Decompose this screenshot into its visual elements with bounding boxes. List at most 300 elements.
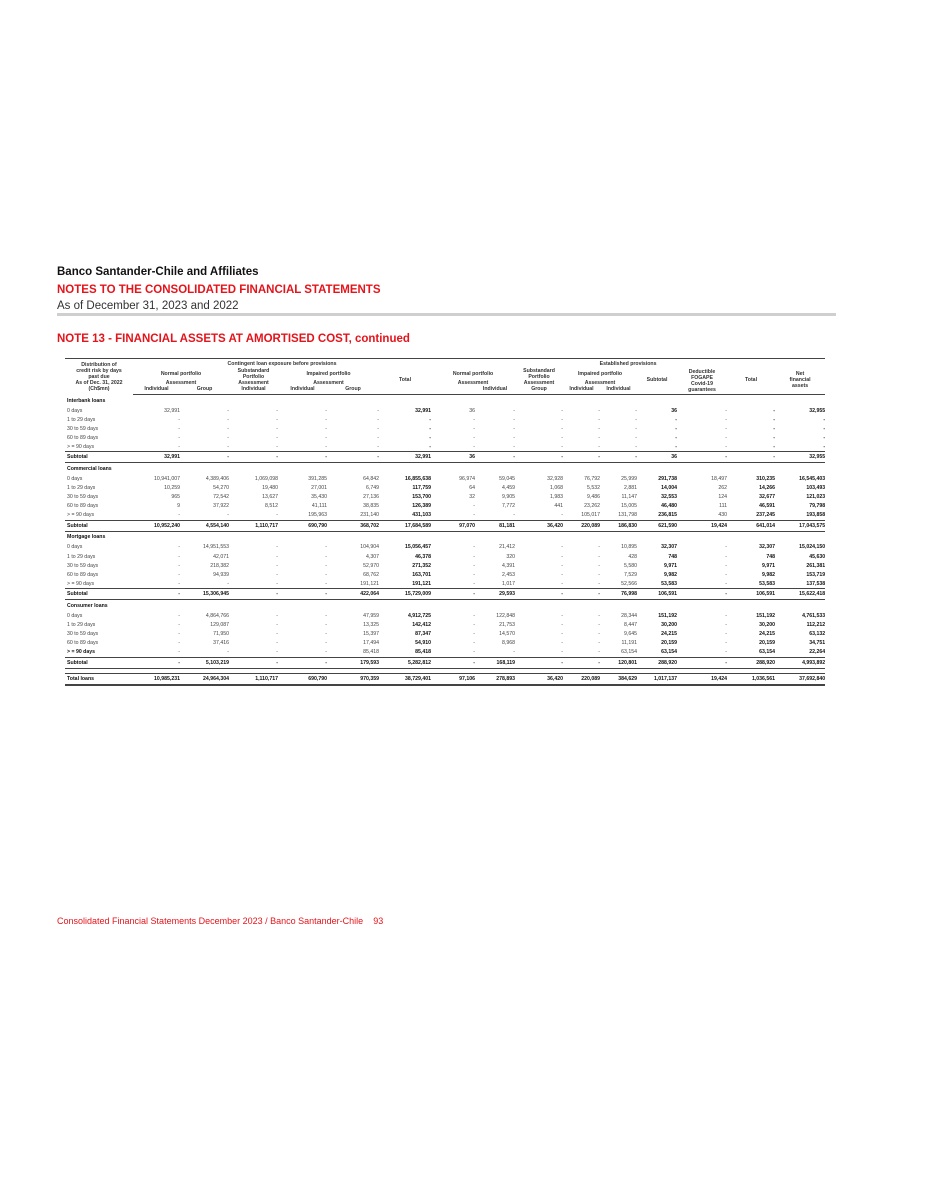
table-cell: 36	[469, 407, 476, 414]
table-cell: -	[513, 407, 516, 414]
table-cell: 30,200	[661, 622, 678, 629]
table-cell: 4,993,892	[775, 657, 825, 668]
table-cell: -	[725, 571, 728, 578]
table-cell: 76,792	[584, 476, 601, 483]
table-cell: 32,955	[775, 452, 825, 463]
table-cell: -	[561, 553, 564, 560]
table-cell: 34,751	[809, 640, 826, 647]
prov-total-header: Total	[745, 377, 758, 383]
table-cell: 64,842	[363, 476, 379, 483]
table-cell: -	[598, 443, 601, 450]
table-cell: 970,359	[327, 673, 379, 685]
table-row	[65, 442, 825, 452]
row-label: Total loans	[65, 673, 133, 685]
table-cell: 8,512	[265, 503, 278, 510]
table-cell: 9,971	[664, 562, 678, 569]
table-cell: 641,014	[727, 520, 775, 531]
table-cell: 85,418	[363, 649, 379, 656]
table-cell: -	[725, 562, 728, 569]
table-cell: 10,895	[621, 544, 638, 551]
table-cell: -	[278, 452, 327, 463]
table-cell: 14,266	[759, 485, 776, 492]
table-cell: 32,307	[759, 544, 776, 551]
table-cell: 278,893	[475, 673, 515, 685]
table-cell: 430	[718, 512, 728, 519]
table-row	[65, 621, 825, 630]
assessment-header: Assessment	[165, 380, 197, 386]
table-cell: 137,538	[806, 580, 826, 587]
table-cell: 79,798	[809, 503, 826, 510]
table-cell: 32,991	[164, 407, 180, 414]
table-cell: -	[133, 589, 180, 600]
table-cell: 96,974	[459, 476, 476, 483]
table-cell: -	[561, 425, 564, 432]
table-cell: 142,412	[412, 622, 432, 629]
table-cell: -	[227, 512, 229, 519]
table-cell: -	[600, 452, 637, 463]
section-title: Commercial loans	[67, 465, 112, 472]
table-cell: -	[431, 589, 475, 600]
table-cell: 431,103	[412, 512, 432, 519]
table-cell: 1,036,561	[727, 673, 775, 685]
table-cell: -	[178, 571, 180, 578]
table-cell: 15,622,418	[775, 589, 825, 600]
table-cell: 59,045	[499, 476, 516, 483]
row-label: 30 to 59 days	[67, 425, 99, 432]
table-body	[65, 395, 825, 685]
table-cell: 7,529	[624, 571, 638, 578]
row-label: 1 to 29 days	[67, 485, 96, 492]
table-cell: -	[473, 503, 476, 510]
table-cell: 153,700	[412, 494, 432, 501]
table-cell: 10,952,240	[133, 520, 180, 531]
table-cell: -	[325, 443, 327, 450]
table-cell: -	[561, 562, 564, 569]
normal-portfolio-header: Normal portfolio	[160, 371, 202, 377]
table-cell: -	[725, 640, 728, 647]
table-row	[65, 611, 825, 620]
table-cell: 32,307	[661, 544, 678, 551]
table-cell: -	[561, 416, 564, 423]
table-cell: -	[563, 657, 600, 668]
table-cell: 17,043,575	[775, 520, 825, 531]
table-cell: -	[377, 443, 379, 450]
row-label: 60 to 89 days	[67, 434, 99, 441]
table-cell: -	[178, 512, 180, 519]
table-cell: -	[598, 407, 601, 414]
table-cell: -	[325, 649, 327, 656]
table-cell: -	[635, 425, 638, 432]
impaired-portfolio-header: Impaired portfolio	[306, 371, 351, 377]
table-cell: -	[725, 443, 728, 450]
table-cell: 5,103,219	[180, 657, 229, 668]
table-cell: -	[675, 443, 678, 450]
table-cell: -	[598, 649, 601, 656]
table-cell: -	[133, 657, 180, 668]
table-cell: 106,591	[727, 589, 775, 600]
table-cell: 4,389,406	[205, 476, 229, 483]
table-cell: 11,191	[621, 640, 638, 647]
table-cell: -	[635, 416, 638, 423]
table-cell: 1,017,137	[637, 673, 677, 685]
table-cell: 191,121	[360, 580, 379, 587]
table-cell: -	[429, 434, 432, 441]
table-cell: -	[677, 452, 727, 463]
table-cell: 21,412	[499, 544, 516, 551]
subtotal-row	[65, 589, 825, 600]
table-cell: -	[178, 580, 180, 587]
table-cell: 63,154	[661, 649, 678, 656]
table-cell: -	[276, 553, 278, 560]
table-cell: -	[178, 416, 180, 423]
table-cell: -	[178, 640, 180, 647]
table-row	[65, 424, 825, 433]
table-cell: 4,554,140	[180, 520, 229, 531]
table-cell: -	[598, 416, 601, 423]
table-cell: 4,912,725	[407, 612, 432, 619]
table-cell: 291,738	[658, 476, 678, 483]
table-cell: 24,964,304	[180, 673, 229, 685]
assessment-header: Assessment	[584, 380, 616, 386]
assessment-header: Assessment	[457, 380, 489, 386]
table-cell: -	[635, 443, 638, 450]
table-cell: 13,325	[363, 622, 379, 629]
table-cell: 9	[177, 503, 180, 510]
table-cell: -	[598, 562, 601, 569]
table-row	[65, 493, 825, 502]
table-cell: -	[276, 443, 278, 450]
table-cell: -	[725, 544, 728, 551]
table-cell: 965	[171, 494, 180, 501]
substandard-header: Substandard Portfolio	[237, 368, 270, 380]
group-header-contingent: Contingent loan exposure before provisions	[133, 359, 431, 369]
table-cell: 104,904	[360, 544, 379, 551]
table-cell: 122,848	[496, 612, 516, 619]
table-cell: -	[561, 622, 564, 629]
table-cell: 36	[637, 452, 677, 463]
table-cell: 151,192	[658, 612, 678, 619]
table-cell: 52,970	[363, 562, 379, 569]
table-cell: 4,391	[502, 562, 516, 569]
table-cell: -	[325, 640, 327, 647]
row-label: 1 to 29 days	[67, 416, 96, 423]
table-cell: 17,494	[363, 640, 379, 647]
table-cell: -	[276, 580, 278, 587]
table-cell: -	[276, 622, 278, 629]
table-cell: 271,352	[412, 562, 432, 569]
row-label: 60 to 89 days	[67, 571, 99, 578]
table-cell: -	[325, 544, 327, 551]
table-cell: -	[278, 589, 327, 600]
table-cell: -	[473, 640, 476, 647]
table-cell: -	[229, 589, 278, 600]
table-cell: 1,983	[550, 494, 564, 501]
table-row	[65, 484, 825, 493]
table-cell: 179,593	[327, 657, 379, 668]
table-cell: 9,971	[762, 562, 776, 569]
table-cell: -	[276, 612, 278, 619]
table-cell: 288,920	[637, 657, 677, 668]
table-cell: -	[473, 612, 476, 619]
table-cell: 120,801	[600, 657, 637, 668]
table-cell: 8,447	[624, 622, 638, 629]
table-cell: 30,200	[759, 622, 776, 629]
table-cell: -	[227, 434, 229, 441]
table-cell: -	[276, 631, 278, 638]
table-row	[65, 511, 825, 521]
table-cell: 15,306,945	[180, 589, 229, 600]
row-label: > = 90 days	[67, 512, 95, 519]
row-label: 30 to 59 days	[67, 494, 99, 501]
table-cell: 27,001	[311, 485, 327, 492]
table-cell: 1,110,717	[229, 673, 278, 685]
table-row	[65, 474, 825, 483]
table-cell: 32	[469, 494, 476, 501]
table-cell: -	[725, 612, 728, 619]
group-header: Group	[531, 386, 547, 392]
table-cell: -	[325, 407, 327, 414]
section-header	[65, 463, 825, 475]
table-cell: -	[635, 434, 638, 441]
table-cell: 37,922	[213, 503, 229, 510]
table-cell: -	[773, 407, 776, 414]
table-cell: 24,215	[759, 631, 776, 638]
page-footer	[57, 916, 383, 926]
table-cell: 94,939	[213, 571, 229, 578]
table-cell: -	[276, 407, 278, 414]
table-row	[65, 552, 825, 561]
table-cell: -	[377, 434, 379, 441]
table-cell: 1,110,717	[229, 520, 278, 531]
table-cell: -	[773, 416, 776, 423]
table-cell: 1,068	[550, 485, 564, 492]
table-cell: 621,590	[637, 520, 677, 531]
table-cell: -	[561, 443, 564, 450]
table-cell: 9,982	[664, 571, 678, 578]
prov-impaired-header: Impaired portfolio	[577, 371, 623, 377]
subtotal-header: Subtotal	[646, 377, 668, 383]
table-cell: 41,111	[311, 503, 327, 510]
table-cell: -	[725, 416, 728, 423]
table-cell: -	[178, 434, 180, 441]
table-cell: -	[227, 416, 229, 423]
table-cell: 4,307	[366, 553, 379, 560]
table-cell: 153,719	[806, 571, 826, 578]
table-cell: -	[325, 425, 327, 432]
table-cell: 97,070	[431, 520, 475, 531]
table-cell: 10,985,231	[133, 673, 180, 685]
table-cell: 2,881	[624, 485, 638, 492]
table-cell: 121,023	[806, 494, 826, 501]
section-title: Consumer loans	[67, 602, 108, 609]
table-cell: -	[473, 580, 476, 587]
table-cell: 186,830	[600, 520, 637, 531]
table-cell: 35,430	[311, 494, 327, 501]
table-cell: 87,347	[415, 631, 432, 638]
table-cell: 10,259	[164, 485, 180, 492]
table-cell: 441	[554, 503, 564, 510]
table-cell: -	[276, 425, 278, 432]
table-row	[65, 406, 825, 415]
table-cell: -	[677, 589, 727, 600]
table-cell: 16,545,403	[799, 476, 826, 483]
table-cell: -	[473, 416, 476, 423]
table-cell: -	[229, 452, 278, 463]
table-cell: -	[561, 544, 564, 551]
table-cell: 5,532	[587, 485, 601, 492]
table-cell: 22,264	[809, 649, 826, 656]
table-cell: -	[276, 434, 278, 441]
table-cell: -	[561, 631, 564, 638]
table-cell: -	[325, 434, 327, 441]
assessment-header: Assessment	[238, 380, 269, 386]
table-cell: 54,910	[415, 640, 432, 647]
row-label: Subtotal	[65, 452, 133, 463]
table-cell: -	[178, 443, 180, 450]
table-cell: 63,132	[809, 631, 826, 638]
table-cell: -	[431, 657, 475, 668]
table-cell: 24,215	[661, 631, 678, 638]
table-cell: -	[515, 452, 563, 463]
table-cell: 15,056,457	[405, 544, 432, 551]
table-cell: 97,106	[431, 673, 475, 685]
table-cell: 81,181	[475, 520, 515, 531]
table-cell: -	[473, 553, 476, 560]
row-label: 0 days	[67, 544, 83, 551]
table-cell: -	[823, 425, 826, 432]
subtotal-row	[65, 657, 825, 668]
table-cell: 32,677	[759, 494, 776, 501]
table-cell: 9,982	[762, 571, 776, 578]
table-cell: 7,772	[502, 503, 516, 510]
table-cell: 288,920	[727, 657, 775, 668]
note-title: NOTE 13 - FINANCIAL ASSETS AT AMORTISED COST, continued	[57, 333, 410, 345]
table-cell: -	[513, 416, 516, 423]
table-cell: -	[561, 571, 564, 578]
table-cell: -	[823, 416, 826, 423]
table-cell: 14,004	[661, 485, 678, 492]
credit-risk-table	[65, 358, 825, 686]
row-label: 30 to 59 days	[67, 562, 99, 569]
table-cell: 63,154	[621, 649, 638, 656]
page-number: 93	[373, 916, 384, 926]
individual-header: Individual	[144, 386, 169, 392]
table-cell: 124	[718, 494, 728, 501]
row-label: 0 days	[67, 407, 83, 414]
table-cell: -	[561, 434, 564, 441]
table-cell: 19,424	[677, 520, 727, 531]
table-cell: -	[773, 425, 776, 432]
table-cell: -	[598, 580, 601, 587]
table-cell: 261,381	[806, 562, 826, 569]
table-cell: -	[598, 571, 601, 578]
table-cell: -	[598, 631, 601, 638]
table-cell: 220,089	[563, 520, 600, 531]
table-cell: -	[473, 622, 476, 629]
table-cell: -	[473, 631, 476, 638]
table-cell: -	[229, 657, 278, 668]
table-cell: -	[377, 425, 379, 432]
table-cell: 36	[671, 407, 678, 414]
table-cell: -	[561, 612, 564, 619]
table-cell: -	[325, 631, 327, 638]
table-cell: 38,835	[363, 503, 379, 510]
table-cell: -	[278, 657, 327, 668]
row-label: Subtotal	[65, 657, 133, 668]
table-cell: -	[725, 622, 728, 629]
table-cell: -	[178, 562, 180, 569]
table-cell: -	[276, 640, 278, 647]
assessment-header: Assessment	[523, 380, 555, 386]
row-label: > = 90 days	[67, 443, 95, 450]
table-cell: 151,192	[756, 612, 776, 619]
table-cell: 23,262	[584, 503, 601, 510]
table-cell: -	[561, 580, 564, 587]
table-cell: 18,497	[711, 476, 728, 483]
table-cell: 14,951,553	[203, 544, 229, 551]
table-cell: 27,136	[363, 494, 379, 501]
fogape-header: Deductible FOGAPE Covid-19 guarantees	[688, 369, 716, 393]
table-cell: -	[377, 407, 379, 414]
table-cell: 310,235	[756, 476, 776, 483]
subtotal-row	[65, 520, 825, 531]
table-cell: 45,630	[809, 553, 826, 560]
table-cell: -	[178, 612, 180, 619]
table-cell: 68,762	[363, 571, 379, 578]
table-cell: 17,684,589	[379, 520, 431, 531]
table-cell: 37,416	[213, 640, 229, 647]
table-cell: 36,420	[515, 520, 563, 531]
section-title: Interbank loans	[67, 397, 106, 404]
table-cell: -	[725, 553, 728, 560]
table-cell: 47,959	[363, 612, 379, 619]
table-cell: 391,285	[308, 476, 327, 483]
table-cell: -	[325, 562, 327, 569]
assessment-header: Assessment	[313, 380, 344, 386]
table-cell: 262	[718, 485, 728, 492]
table-cell: 237,245	[756, 512, 776, 519]
col-header-distribution: Distribution of credit risk by days past due As of Dec. 31, 2022 (Ch$mn)	[65, 359, 133, 395]
table-cell: -	[325, 416, 327, 423]
table-cell: 32,553	[661, 494, 678, 501]
table-cell: 38,729,401	[379, 673, 431, 685]
table-cell: -	[635, 407, 638, 414]
table-cell: 748	[668, 553, 678, 560]
individual-header: Individual	[606, 386, 631, 392]
table-cell: -	[473, 562, 476, 569]
table-cell: 368,702	[327, 520, 379, 531]
table-cell: 52,566	[621, 580, 638, 587]
table-cell: 32,991	[379, 452, 431, 463]
prov-substandard-header: Substandard Portfolio	[523, 368, 555, 380]
table-cell: 6,749	[366, 485, 379, 492]
table-cell: 168,119	[475, 657, 515, 668]
table-cell: 46,480	[661, 503, 678, 510]
table-row	[65, 561, 825, 570]
table-cell: 32,991	[415, 407, 432, 414]
table-cell: 85,418	[415, 649, 432, 656]
table-cell: 20,159	[759, 640, 776, 647]
table-cell: -	[675, 434, 678, 441]
table-cell: -	[325, 553, 327, 560]
table-cell: 195,963	[308, 512, 327, 519]
table-cell: -	[773, 434, 776, 441]
table-cell: -	[475, 452, 515, 463]
table-cell: 71,950	[213, 631, 229, 638]
row-label: 0 days	[67, 476, 83, 483]
table-cell: 103,493	[806, 485, 826, 492]
table-cell: 748	[766, 553, 776, 560]
